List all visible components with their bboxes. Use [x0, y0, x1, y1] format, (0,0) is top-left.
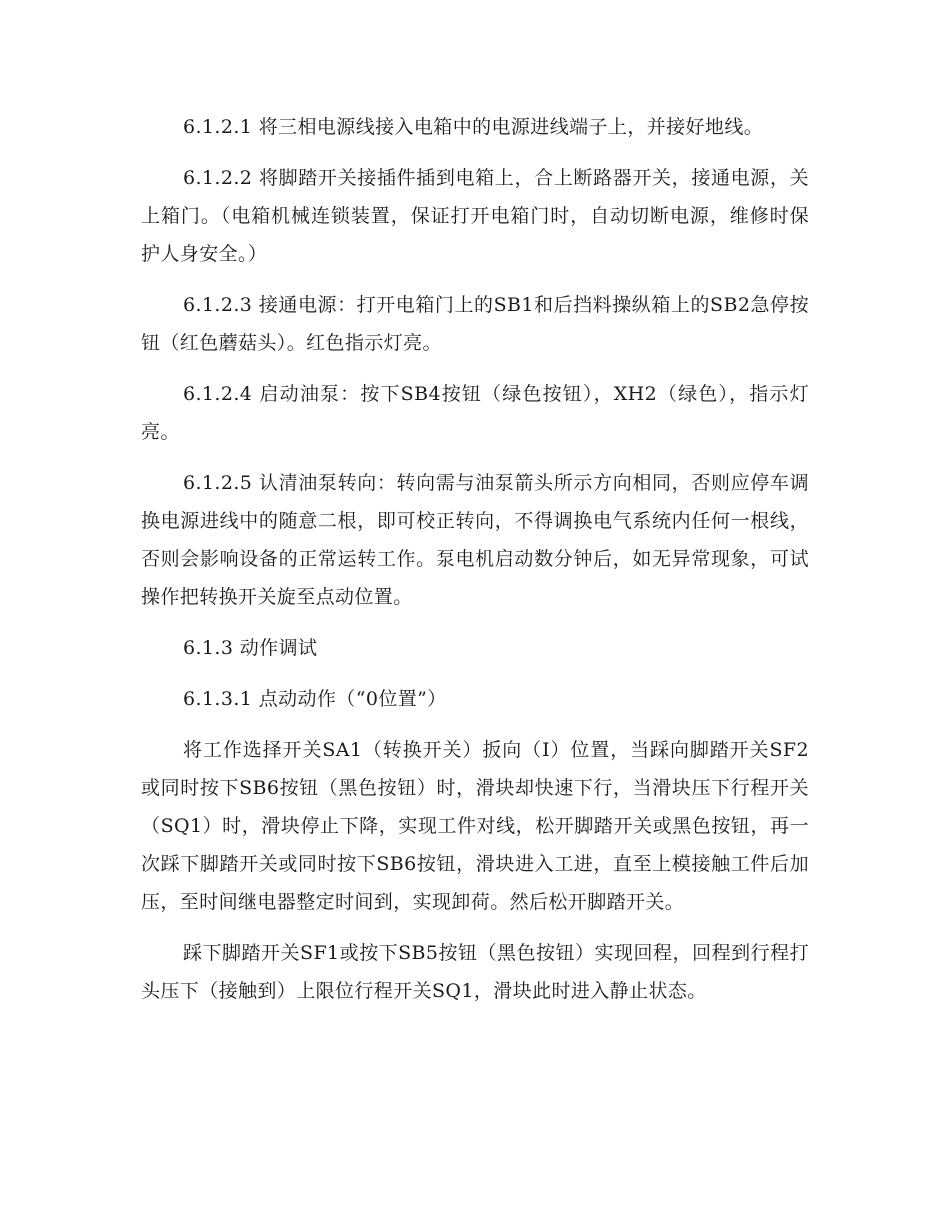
paragraph-6-1-2-4: 6.1.2.4 启动油泵：按下SB4按钮（绿色按钮），XH2（绿色），指示灯亮。 — [141, 383, 809, 443]
paragraph-6-1-2-2: 6.1.2.2 将脚踏开关接插件插到电箱上，合上断路器开关，接通电源，关上箱门。（电箱机械连锁装置，保证打开电箱门时，自动切断电源，维修时保护人身安全。） — [141, 167, 809, 265]
heading-6-1-3: 6.1.3 动作调试 — [183, 637, 318, 659]
heading-6-1-3-1: 6.1.3.1 点动动作（“0位置”） — [183, 688, 447, 710]
paragraph-6-1-2-3: 6.1.2.3 接通电源：打开电箱门上的SB1和后挡料操纵箱上的SB2急停按钮（红色蘑菇头）。红色指示灯亮。 — [141, 294, 809, 354]
paragraph-6-1-2-1: 6.1.2.1 将三相电源线接入电箱中的电源进线端子上，并接好地线。 — [183, 116, 764, 138]
document-page — [141, 108, 809, 1023]
paragraph-6-1-2-5: 6.1.2.5 认清油泵转向：转向需与油泵箭头所示方向相同，否则应停车调换电源进线中的随意二根，即可校正转向，不得调换电气系统内任何一根线，否则会影响设备的正常运转工作。泵电机启动数分钟后，如无异常现象，可试操作把转换开关旋至点动位置。 — [141, 472, 809, 608]
paragraph-jog-operation: 将工作选择开关SA1（转换开关）扳向（I）位置，当踩向脚踏开关SF2或同时按下SB6按钮（黑色按钮）时，滑块却快速下行，当滑块压下行程开关（SQ1）时，滑块停止下降，实现工件对线，松开脚踏开关或黑色按钮，再一次踩下脚踏开关或同时按下SB6按钮，滑块进入工进，直至上模接触工件后加压，至时间继电器整定时间到，实现卸荷。然后松开脚踏开关。 — [141, 739, 809, 913]
paragraph-return-stroke: 踩下脚踏开关SF1或按下SB5按钮（黑色按钮）实现回程，回程到行程打头压下（接触到）上限位行程开关SQ1，滑块此时进入静止状态。 — [141, 942, 809, 1002]
